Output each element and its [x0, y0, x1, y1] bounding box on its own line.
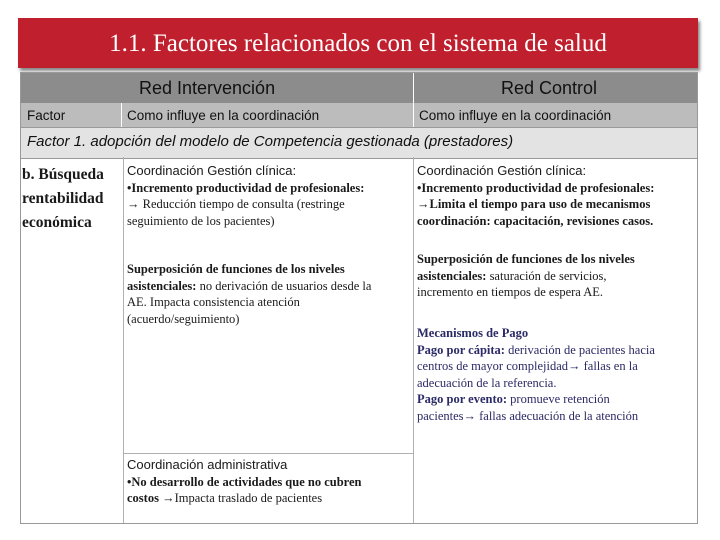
row-divider [123, 453, 413, 454]
block-line: seguimiento de los pacientes) [127, 213, 275, 228]
coordination-table [20, 72, 698, 524]
block-line [127, 490, 411, 507]
block-line: (acuerdo/seguimiento) [127, 311, 240, 326]
block-title: Coordinación Gestión clínica: [127, 163, 297, 178]
intervencion-coordinacion-administrativa [127, 457, 411, 507]
block-line: →Limita el tiempo para uso de mecanismos [417, 197, 651, 211]
block-line: adecuación de la referencia. [417, 375, 557, 390]
block-title: Coordinación Gestión clínica: [417, 163, 587, 178]
block-line [417, 268, 695, 285]
block-line: incremento en tiempos de espera AE. [417, 285, 604, 299]
bold-term: Pago por evento: [417, 392, 508, 406]
bold-term: Pago por cápita: [417, 342, 505, 357]
block-line: Superposición de funciones de los niveles [417, 252, 635, 266]
header-divider [413, 73, 414, 127]
text-run: →Impacta traslado de pacientes [158, 491, 323, 505]
factor-label [22, 163, 104, 235]
factor-label-line: económica [22, 214, 92, 231]
control-mecanismos-pago [417, 325, 695, 424]
factor-label-line: b. Búsqueda [22, 166, 104, 183]
bold-term: asistenciales: [417, 268, 487, 283]
intervencion-gestion-clinica [127, 163, 411, 229]
block-line: coordinación: capacitación, revisiones casos. [417, 213, 654, 228]
block-line [417, 391, 695, 408]
header-red-control: Red Control [501, 78, 598, 98]
control-gestion-clinica [417, 163, 695, 229]
block-line [417, 342, 695, 359]
factor-label-line: rentabilidad [22, 190, 104, 207]
text-run: no derivación de usuarios desde la [196, 278, 372, 293]
intervencion-superposicion [127, 261, 411, 327]
block-title: Coordinación administrativa [127, 457, 288, 472]
header-row [21, 73, 697, 103]
block-line: centros de mayor complejidad→ fallas en la [417, 359, 638, 373]
subheader-factor: Factor [27, 108, 66, 123]
text-run: saturación de servicios, [486, 268, 607, 283]
section-row [21, 127, 697, 159]
subheader-divider [121, 103, 122, 127]
subheader-control: Como influye en la coordinación [419, 108, 612, 123]
subheader-row [21, 103, 697, 127]
block-line: pacientes→ fallas adecuación de la atención [417, 408, 639, 423]
block-line: •Incremento productividad de profesionales: [127, 180, 365, 195]
section-title: Factor 1. adopción del modelo de Competencia gestionada (prestadores) [27, 133, 514, 150]
block-line: •Incremento productividad de profesionales: [417, 180, 655, 195]
subheader-intervencion: Como influye en la coordinación [127, 108, 320, 123]
bold-term: costos [127, 491, 159, 505]
control-superposicion [417, 251, 695, 301]
block-line [127, 278, 411, 295]
block-line: → Reducción tiempo de consulta (restringe [127, 197, 345, 211]
block-line: Superposición de funciones de los niveles [127, 262, 345, 276]
bold-term: asistenciales: [127, 278, 197, 293]
slide-title: 1.1. Factores relacionados con el sistema de salud [109, 30, 607, 57]
title-bar [18, 18, 698, 68]
block-line: AE. Impacta consistencia atención [127, 295, 300, 309]
column-divider-1 [123, 157, 124, 523]
block-line: •No desarrollo de actividades que no cubren [127, 474, 362, 489]
text-run: derivación de pacientes hacia [504, 342, 655, 357]
header-red-intervencion: Red Intervención [139, 78, 276, 98]
text-run: promueve retención [507, 392, 610, 406]
block-title: Mecanismos de Pago [417, 326, 529, 340]
column-divider-2 [413, 157, 414, 523]
